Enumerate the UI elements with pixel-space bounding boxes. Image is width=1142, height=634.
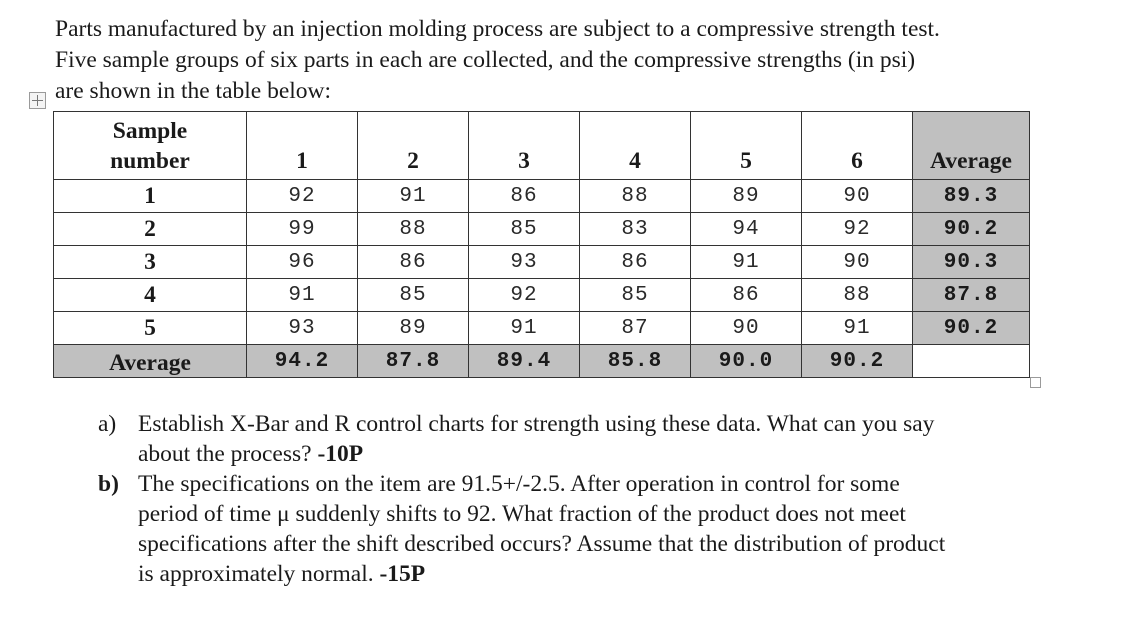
table-row xyxy=(54,246,1030,279)
table-resize-handle-icon[interactable] xyxy=(1030,377,1041,388)
value-cell: 83 xyxy=(580,213,691,246)
sample-number-cell: 3 xyxy=(54,246,247,279)
column-header: 6 xyxy=(802,112,913,180)
value-cell: 88 xyxy=(580,180,691,213)
sample-number-cell: 5 xyxy=(54,312,247,345)
table-move-handle-icon[interactable] xyxy=(29,92,46,109)
question-a-line-2: about the process? -10P xyxy=(138,441,364,467)
value-cell: 89 xyxy=(358,312,469,345)
column-average-cell: 87.8 xyxy=(358,345,469,378)
empty-corner-cell xyxy=(913,345,1030,378)
value-cell: 86 xyxy=(469,180,580,213)
value-cell: 92 xyxy=(247,180,358,213)
question-b-line-3: specifications after the shift described occurs? Assume that the distribution of product xyxy=(138,531,946,557)
row-average-cell: 89.3 xyxy=(913,180,1030,213)
question-a-marker: a) xyxy=(98,411,117,437)
value-cell: 91 xyxy=(358,180,469,213)
question-b-points: -15P xyxy=(379,561,426,587)
value-cell: 91 xyxy=(802,312,913,345)
question-list xyxy=(98,409,1118,589)
column-header: 4 xyxy=(580,112,691,180)
column-average-cell: 94.2 xyxy=(247,345,358,378)
column-header: 3 xyxy=(469,112,580,180)
question-b xyxy=(98,469,1118,589)
table-row xyxy=(54,180,1030,213)
table-header-row xyxy=(54,112,1030,180)
column-average-cell: 89.4 xyxy=(469,345,580,378)
value-cell: 99 xyxy=(247,213,358,246)
value-cell: 90 xyxy=(691,312,802,345)
value-cell: 92 xyxy=(469,279,580,312)
column-average-cell: 90.0 xyxy=(691,345,802,378)
table-row xyxy=(54,279,1030,312)
value-cell: 86 xyxy=(691,279,802,312)
value-cell: 85 xyxy=(358,279,469,312)
value-cell: 93 xyxy=(247,312,358,345)
value-cell: 92 xyxy=(802,213,913,246)
value-cell: 88 xyxy=(358,213,469,246)
value-cell: 85 xyxy=(580,279,691,312)
question-a xyxy=(98,409,1118,469)
question-b-marker: b) xyxy=(98,471,119,497)
sample-number-cell: 4 xyxy=(54,279,247,312)
question-a-points: -10P xyxy=(317,441,364,467)
row-average-cell: 87.8 xyxy=(913,279,1030,312)
question-b-line-2: period of time μ suddenly shifts to 92. What fraction of the product does not meet xyxy=(138,501,906,527)
value-cell: 91 xyxy=(469,312,580,345)
average-column-header: Average xyxy=(913,112,1030,180)
column-header: 1 xyxy=(247,112,358,180)
column-header: 5 xyxy=(691,112,802,180)
value-cell: 85 xyxy=(469,213,580,246)
value-cell: 91 xyxy=(691,246,802,279)
intro-line-3: are shown in the table below: xyxy=(55,78,332,104)
value-cell: 90 xyxy=(802,180,913,213)
problem-intro xyxy=(55,14,1125,107)
question-b-line-4: is approximately normal. -15P xyxy=(138,561,426,587)
value-cell: 91 xyxy=(247,279,358,312)
value-cell: 90 xyxy=(802,246,913,279)
intro-line-2: Five sample groups of six parts in each are collected, and the compressive strengths (in psi) xyxy=(55,47,916,73)
table-row xyxy=(54,312,1030,345)
sample-number-header: Sample number xyxy=(54,112,247,180)
table-row xyxy=(54,213,1030,246)
column-header: 2 xyxy=(358,112,469,180)
column-average-cell: 85.8 xyxy=(580,345,691,378)
value-cell: 89 xyxy=(691,180,802,213)
row-average-cell: 90.2 xyxy=(913,213,1030,246)
column-average-cell: 90.2 xyxy=(802,345,913,378)
value-cell: 86 xyxy=(580,246,691,279)
question-b-line-1: The specifications on the item are 91.5+/-2.5. After operation in control for some xyxy=(138,471,900,497)
row-average-cell: 90.2 xyxy=(913,312,1030,345)
value-cell: 86 xyxy=(358,246,469,279)
value-cell: 96 xyxy=(247,246,358,279)
sample-number-cell: 2 xyxy=(54,213,247,246)
strength-table xyxy=(53,111,1030,378)
average-row-label: Average xyxy=(54,345,247,378)
question-a-line-1: Establish X-Bar and R control charts for strength using these data. What can you say xyxy=(138,411,935,437)
value-cell: 87 xyxy=(580,312,691,345)
value-cell: 93 xyxy=(469,246,580,279)
average-row xyxy=(54,345,1030,378)
row-average-cell: 90.3 xyxy=(913,246,1030,279)
sample-number-cell: 1 xyxy=(54,180,247,213)
value-cell: 94 xyxy=(691,213,802,246)
intro-line-1: Parts manufactured by an injection molding process are subject to a compressive strength test. xyxy=(55,16,940,42)
value-cell: 88 xyxy=(802,279,913,312)
